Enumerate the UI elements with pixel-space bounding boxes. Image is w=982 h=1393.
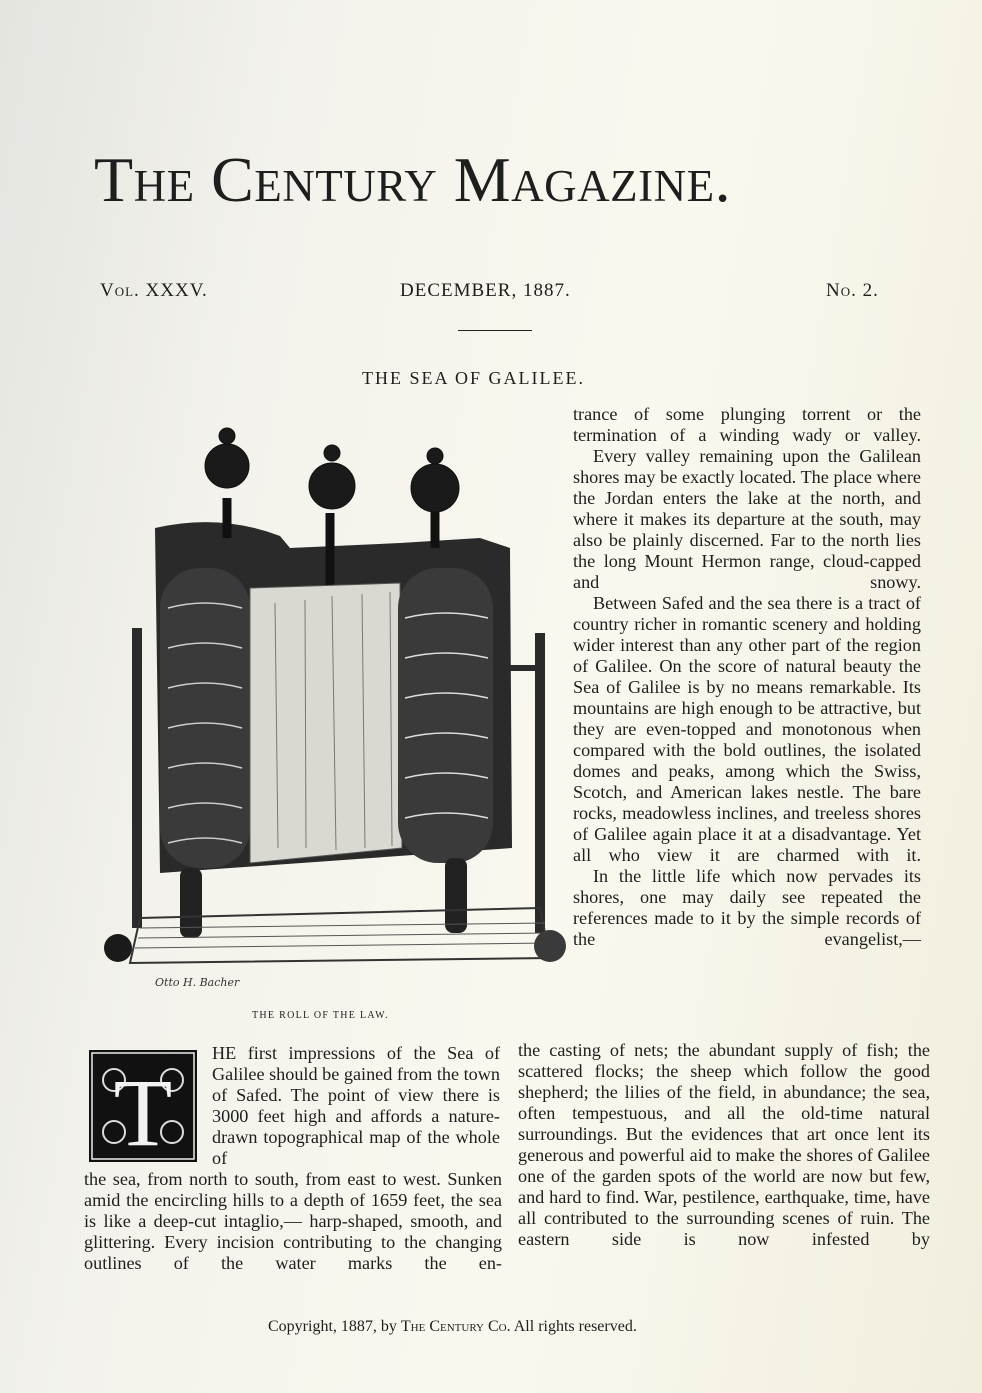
magazine-page: [12, 0, 982, 1393]
right-column-top: [573, 404, 921, 950]
copyright-line: [268, 1318, 637, 1336]
illustrator-signature: Otto H. Bacher: [155, 976, 240, 989]
paragraph: In the little life which now pervades its shores, one may daily see repeated the references made to it by the simple records of the evangelist,—: [573, 866, 921, 949]
right-column-bottom: the casting of nets; the abundant supply of fish; the scattered flocks; the sheep which follow the good shepherd; the lilies of the field, in abundance; the sea, often tempestuous, and all the old-time natural surroundings. But the evidences that art once lent its generous and powerful aid to make the shores of Galilee one of the garden spots of the world are now but few, and hard to find. War, pestilence, earthquake, time, have all contributed to the surrounding scenes of ruin. The eastern side is now infested by: [518, 1040, 930, 1249]
left-column-opening: HE first impressions of the Sea of Galilee should be gained from the town of Safed. The point of view there is 3000 feet high and affords a nature-drawn topographical map of the whole of: [212, 1043, 500, 1168]
left-column-continued: the sea, from north to south, from east to west. Sunken amid the encircling hills to a depth of 1659 feet, the sea is like a deep-cut intaglio,— harp-shaped, smooth, and glittering. Every incision contributing to the changing outlines of the water marks the en-: [84, 1169, 502, 1273]
issue-date: DECEMBER, 1887.: [400, 280, 571, 301]
drop-cap-letter: T: [113, 1059, 173, 1162]
copyright-suffix: All rights reserved.: [513, 1318, 637, 1335]
figure-caption: THE ROLL OF THE LAW.: [252, 1010, 389, 1021]
issue-number: No. 2.: [826, 280, 879, 301]
paragraph: trance of some plunging torrent or the termination of a winding wady or valley.: [573, 404, 921, 445]
paragraph: Every valley remaining upon the Galilean shores may be exactly located. The place where the Jordan enters the lake at the north, and where it makes its departure at the south, may also be plainly discerned. Far to the north lies the long Mount Hermon range, cloud-capped and snowy.: [573, 446, 921, 592]
torah-scroll-illustration: [100, 418, 570, 998]
paragraph: Between Safed and the sea there is a tract of country richer in romantic scenery and holding wider interest than any other part of the region of Galilee. On the score of natural beauty the Sea of Galilee is by no means remarkable. Its mountains are high enough to be attractive, but they are even-topped and monotonous when compared with the bold outlines, the isolated domes and peaks, among which the Swiss, Scotch, and American lakes nestle. The bare rocks, meadowless inclines, and treeless shores of Galilee again place it at a disadvantage. Yet all who view it are charmed with it.: [573, 593, 921, 865]
masthead-title: The Century Magazine.: [94, 144, 732, 215]
article-title: THE SEA OF GALILEE.: [362, 368, 585, 388]
volume-label: Vol. XXXV.: [100, 280, 208, 301]
divider-rule: [458, 330, 532, 331]
copyright-prefix: Copyright, 1887, by: [268, 1318, 397, 1335]
drop-cap: [89, 1050, 197, 1162]
copyright-owner: The Century Co.: [400, 1318, 511, 1335]
